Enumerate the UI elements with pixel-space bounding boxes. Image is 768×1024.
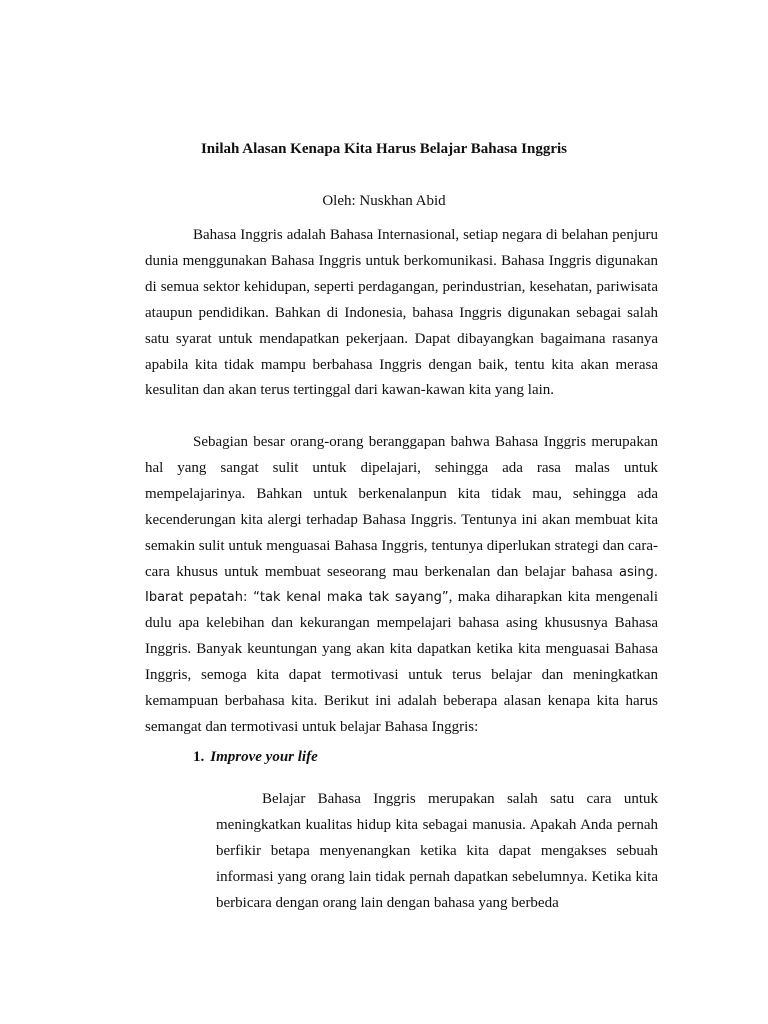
section-1-number: 1. <box>193 749 205 765</box>
section-1-title: Improve your life <box>210 749 318 765</box>
section-1-paragraph: Belajar Bahasa Inggris merupakan salah satu cara untuk meningkatkan kualitas hidup kita sebagai manusia. Apakah Anda pernah berfikir betapa menyenangkan ketika kita dapat mengakses sebuah informasi yang orang lain tidak pernah dapatkan sebelumnya. Ketika kita berbicara dengan orang lain dengan bahasa yang berbeda <box>216 791 658 911</box>
paragraph-2-text-b: , maka diharapkan kita mengenali dulu apa kelebihan dan kekurangan mempelajari bahasa asing khususnya Bahasa Inggris. Banyak keuntungan yang akan kita dapatkan ketika kita menguasai Bahasa Inggris, semoga kita dapat termotivasi untuk terus belajar dan meningkatkan kemampuan berbahasa kita. Berikut ini adalah beberapa alasan kenapa kita harus semangat dan termotivasi untuk belajar Bahasa Inggris: <box>145 589 658 735</box>
paragraph-2-proverb: asing. Ibarat pepatah: “tak kenal maka tak sayang” <box>145 564 658 606</box>
paragraph-2 <box>145 430 658 741</box>
document-author: Oleh: Nuskhan Abid <box>322 193 446 209</box>
paragraph-2-text-a: Sebagian besar orang-orang beranggapan bahwa Bahasa Inggris merupakan hal yang sangat sulit untuk dipelajari, sehingga ada rasa malas untuk mempelajarinya. Bahkan untuk berkenalanpun kita tidak mau, sehingga ada kecenderungan kita alergi terhadap Bahasa Inggris. Tentunya ini akan membuat kita semakin sulit untuk menguasai Bahasa Inggris, tentunya diperlukan strategi dan cara-cara khusus untuk membuat seseorang mau berkenalan dan belajar bahasa <box>145 434 658 580</box>
section-1-heading <box>193 746 318 768</box>
paragraph-1: Bahasa Inggris adalah Bahasa Internasional, setiap negara di belahan penjuru dunia menggunakan Bahasa Inggris untuk berkomunikasi. Bahasa Inggris digunakan di semua sektor kehidupan, seperti perdagangan, perindustrian, kesehatan, pariwisata ataupun pendidikan. Bahkan di Indonesia, bahasa Inggris digunakan sebagai salah satu syarat untuk mendapatkan pekerjaan. Dapat dibayangkan bagaimana rasanya apabila kita tidak mampu berbahasa Inggris dengan baik, tentu kita akan merasa kesulitan dan akan terus tertinggal dari kawan-kawan kita yang lain. <box>145 227 658 399</box>
document-title: Inilah Alasan Kenapa Kita Harus Belajar Bahasa Inggris <box>200 141 568 157</box>
